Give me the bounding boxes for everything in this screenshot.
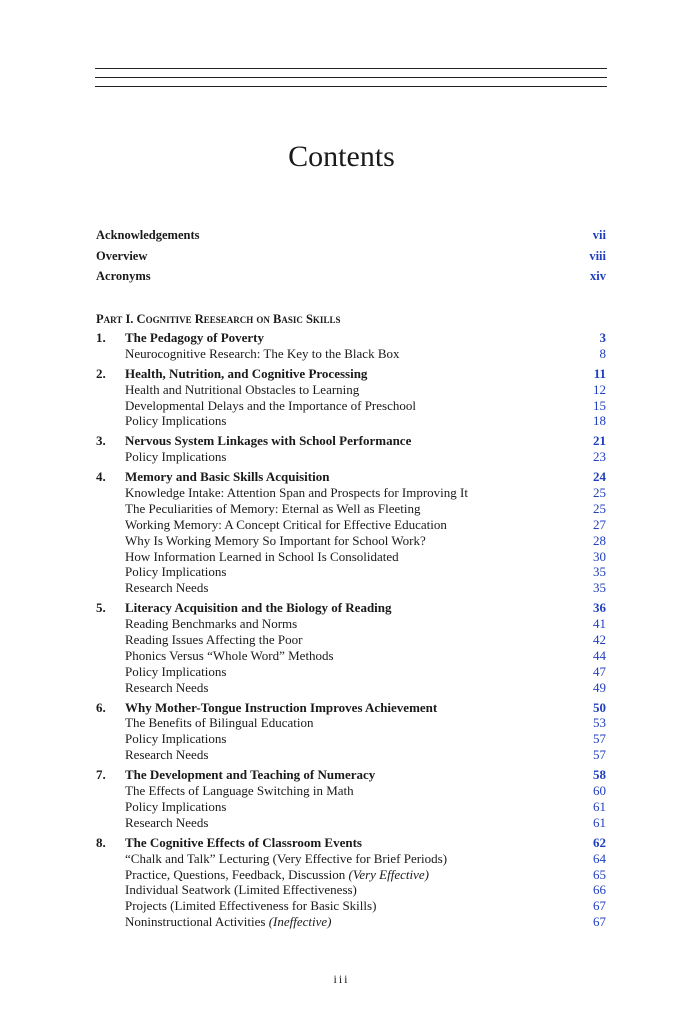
chapter-heading[interactable] bbox=[96, 767, 606, 783]
section-page-link[interactable]: 41 bbox=[593, 616, 606, 632]
section-page-link[interactable]: 49 bbox=[593, 679, 606, 695]
chapter-number: 5. bbox=[96, 600, 106, 616]
chapter-page-link[interactable]: 50 bbox=[593, 699, 606, 715]
front-matter-page-link[interactable]: xiv bbox=[590, 269, 606, 283]
section-page-link[interactable]: 61 bbox=[593, 814, 606, 830]
section-indent bbox=[96, 449, 125, 465]
section-page-link[interactable]: 23 bbox=[593, 449, 606, 465]
section-entry[interactable] bbox=[96, 346, 606, 362]
chapter-block bbox=[96, 433, 606, 465]
section-title bbox=[125, 564, 593, 580]
section-indent bbox=[96, 898, 125, 914]
section-title-text: The Peculiarities of Memory: Eternal as Well as Fleeting bbox=[125, 500, 421, 516]
chapter-number: 1. bbox=[96, 330, 106, 345]
chapter-block bbox=[96, 469, 606, 596]
section-title bbox=[125, 449, 593, 465]
section-indent bbox=[96, 501, 125, 517]
section-title-text: The Effects of Language Switching in Math bbox=[125, 783, 354, 799]
chapter-block bbox=[96, 600, 606, 695]
section-title bbox=[125, 398, 593, 414]
section-title bbox=[125, 664, 593, 680]
section-page-link[interactable]: 27 bbox=[593, 516, 606, 532]
section-page-link[interactable]: 12 bbox=[593, 381, 606, 397]
chapter-title: Why Mother-Tongue Instruction Improves Achievement bbox=[125, 699, 438, 715]
section-title-text: Neurocognitive Research: The Key to the Black Box bbox=[125, 345, 400, 361]
section-entry[interactable] bbox=[96, 898, 606, 914]
section-page-link[interactable]: 47 bbox=[593, 663, 606, 679]
chapter-number: 7. bbox=[96, 767, 106, 783]
chapter-page-link[interactable]: 24 bbox=[593, 469, 606, 485]
section-indent bbox=[96, 815, 125, 831]
section-page-link[interactable]: 60 bbox=[593, 783, 606, 799]
section-entry[interactable] bbox=[96, 413, 606, 429]
section-title bbox=[125, 914, 593, 930]
chapter-number: 2. bbox=[96, 365, 106, 381]
section-entry[interactable] bbox=[96, 517, 606, 533]
chapter-block bbox=[96, 700, 606, 764]
section-page-link[interactable]: 44 bbox=[593, 647, 606, 663]
section-title-text: Policy Implications bbox=[125, 449, 227, 465]
section-indent bbox=[96, 851, 125, 867]
section-page-link[interactable]: 8 bbox=[599, 345, 606, 361]
section-title bbox=[125, 517, 593, 533]
front-matter-label: Acronyms bbox=[96, 269, 151, 283]
section-title bbox=[125, 616, 593, 632]
section-page-link[interactable]: 18 bbox=[593, 413, 606, 429]
section-title bbox=[125, 648, 593, 664]
chapter-page-link[interactable]: 21 bbox=[593, 433, 606, 449]
section-indent bbox=[96, 747, 125, 763]
section-title-text: Policy Implications bbox=[125, 663, 227, 679]
chapter-block bbox=[96, 330, 606, 362]
part-heading bbox=[96, 312, 340, 327]
chapter-heading[interactable] bbox=[96, 600, 606, 616]
section-title bbox=[125, 485, 593, 501]
section-entry[interactable] bbox=[96, 680, 606, 696]
section-title-text: Phonics Versus “Whole Word” Methods bbox=[125, 647, 334, 663]
section-title bbox=[125, 549, 593, 565]
section-title bbox=[125, 815, 593, 831]
section-page-link[interactable]: 35 bbox=[593, 580, 606, 596]
front-matter-item[interactable] bbox=[96, 249, 606, 270]
chapter-number: 4. bbox=[96, 469, 106, 485]
section-indent bbox=[96, 914, 125, 930]
section-indent bbox=[96, 882, 125, 898]
section-indent bbox=[96, 398, 125, 414]
header-rule-2 bbox=[95, 77, 607, 78]
section-entry[interactable] bbox=[96, 449, 606, 465]
section-title-text: Developmental Delays and the Importance of Preschool bbox=[125, 397, 416, 413]
section-title-text: Reading Issues Affecting the Poor bbox=[125, 632, 303, 648]
section-entry[interactable] bbox=[96, 632, 606, 648]
section-title-text: Working Memory: A Concept Critical for Effective Education bbox=[125, 516, 447, 532]
section-title bbox=[125, 799, 593, 815]
chapter-title: Nervous System Linkages with School Performance bbox=[125, 433, 412, 449]
section-page-link[interactable]: 67 bbox=[593, 898, 606, 914]
section-indent bbox=[96, 564, 125, 580]
section-indent bbox=[96, 533, 125, 549]
section-entry[interactable] bbox=[96, 564, 606, 580]
section-indent bbox=[96, 382, 125, 398]
page-title: Contents bbox=[288, 140, 395, 173]
section-page-link[interactable]: 25 bbox=[593, 500, 606, 516]
chapter-list bbox=[96, 330, 606, 934]
chapter-block bbox=[96, 835, 606, 930]
chapter-number: 8. bbox=[96, 834, 106, 850]
section-title-qualifier: (Ineffective) bbox=[268, 914, 332, 930]
chapter-heading[interactable] bbox=[96, 330, 606, 346]
chapter-heading[interactable] bbox=[96, 433, 606, 449]
section-page-link[interactable]: 67 bbox=[593, 914, 606, 930]
section-title bbox=[125, 747, 593, 763]
section-title bbox=[125, 382, 593, 398]
section-title-text: Knowledge Intake: Attention Span and Prospects for Improving It bbox=[125, 485, 468, 501]
section-entry[interactable] bbox=[96, 783, 606, 799]
section-title-text: Research Needs bbox=[125, 814, 209, 830]
chapter-heading[interactable] bbox=[96, 366, 606, 382]
section-title bbox=[125, 867, 593, 883]
section-entry[interactable] bbox=[96, 648, 606, 664]
section-indent bbox=[96, 680, 125, 696]
front-matter-item[interactable] bbox=[96, 269, 606, 290]
section-title bbox=[125, 731, 593, 747]
header-rule-1 bbox=[95, 68, 607, 69]
section-indent bbox=[96, 346, 125, 362]
section-entry[interactable] bbox=[96, 485, 606, 501]
section-title-text: Policy Implications bbox=[125, 731, 227, 747]
page-number: iii bbox=[333, 972, 350, 986]
section-title bbox=[125, 882, 593, 898]
section-page-link[interactable]: 57 bbox=[593, 731, 606, 747]
section-title-text: Individual Seatwork (Limited Effectiveness) bbox=[125, 882, 357, 898]
section-entry[interactable] bbox=[96, 882, 606, 898]
section-indent bbox=[96, 485, 125, 501]
section-entry[interactable] bbox=[96, 731, 606, 747]
chapter-number: 3. bbox=[96, 433, 106, 449]
chapter-block bbox=[96, 767, 606, 831]
section-page-link[interactable]: 65 bbox=[593, 866, 606, 882]
section-entry[interactable] bbox=[96, 398, 606, 414]
section-title bbox=[125, 851, 593, 867]
section-title bbox=[125, 580, 593, 596]
section-title bbox=[125, 413, 593, 429]
section-indent bbox=[96, 616, 125, 632]
section-indent bbox=[96, 715, 125, 731]
section-entry[interactable] bbox=[96, 533, 606, 549]
chapter-title: The Cognitive Effects of Classroom Events bbox=[125, 834, 362, 850]
front-matter-item[interactable] bbox=[96, 228, 606, 249]
section-title-text: Policy Implications bbox=[125, 798, 227, 814]
chapter-page-link[interactable]: 3 bbox=[599, 330, 606, 345]
chapter-page-link[interactable]: 11 bbox=[593, 365, 606, 381]
section-title-text: Noninstructional Activities bbox=[125, 914, 266, 930]
section-page-link[interactable]: 28 bbox=[593, 532, 606, 548]
chapter-page-link[interactable]: 58 bbox=[593, 767, 606, 783]
section-title-text: How Information Learned in School Is Consolidated bbox=[125, 548, 399, 564]
chapter-title: Memory and Basic Skills Acquisition bbox=[125, 469, 330, 485]
section-indent bbox=[96, 517, 125, 533]
section-title-text: Practice, Questions, Feedback, Discussion bbox=[125, 866, 346, 882]
section-indent bbox=[96, 731, 125, 747]
section-title-text: Research Needs bbox=[125, 580, 209, 596]
part-heading-text: Part I. Cognitive Reesearch on Basic Skills bbox=[96, 312, 341, 326]
section-title-text: Policy Implications bbox=[125, 564, 227, 580]
section-entry[interactable] bbox=[96, 815, 606, 831]
header-rule-3 bbox=[95, 86, 607, 87]
section-page-link[interactable]: 15 bbox=[593, 397, 606, 413]
section-page-link[interactable]: 42 bbox=[593, 632, 606, 648]
section-title-qualifier: (Very Effective) bbox=[348, 866, 429, 882]
section-indent bbox=[96, 549, 125, 565]
section-title-text: Reading Benchmarks and Norms bbox=[125, 616, 298, 632]
section-title bbox=[125, 715, 593, 731]
section-title-text: The Benefits of Bilingual Education bbox=[125, 715, 314, 731]
section-entry[interactable] bbox=[96, 616, 606, 632]
section-page-link[interactable]: 57 bbox=[593, 747, 606, 763]
section-entry[interactable] bbox=[96, 549, 606, 565]
section-indent bbox=[96, 783, 125, 799]
section-indent bbox=[96, 632, 125, 648]
section-indent bbox=[96, 799, 125, 815]
section-entry[interactable] bbox=[96, 664, 606, 680]
section-entry[interactable] bbox=[96, 747, 606, 763]
section-entry[interactable] bbox=[96, 580, 606, 596]
front-matter-label: Overview bbox=[96, 248, 148, 263]
section-title-text: Research Needs bbox=[125, 679, 209, 695]
chapter-title: Literacy Acquisition and the Biology of Reading bbox=[125, 600, 392, 616]
section-page-link[interactable]: 53 bbox=[593, 715, 606, 731]
section-title-text: Health and Nutritional Obstacles to Learning bbox=[125, 381, 360, 397]
chapter-heading[interactable] bbox=[96, 700, 606, 716]
chapter-block bbox=[96, 366, 606, 430]
section-entry[interactable] bbox=[96, 501, 606, 517]
front-matter-page-link[interactable]: vii bbox=[592, 228, 606, 242]
section-entry[interactable] bbox=[96, 715, 606, 731]
chapter-title: The Development and Teaching of Numeracy bbox=[125, 767, 376, 783]
section-page-link[interactable]: 64 bbox=[593, 850, 606, 866]
section-title bbox=[125, 533, 593, 549]
section-title bbox=[125, 632, 593, 648]
section-entry[interactable] bbox=[96, 914, 606, 930]
section-page-link[interactable]: 35 bbox=[593, 564, 606, 580]
front-matter-label: Acknowledgements bbox=[96, 228, 200, 242]
front-matter-page-link[interactable]: viii bbox=[589, 248, 606, 263]
chapter-heading[interactable] bbox=[96, 469, 606, 485]
section-entry[interactable] bbox=[96, 867, 606, 883]
section-title bbox=[125, 680, 593, 696]
chapter-title: The Pedagogy of Poverty bbox=[125, 330, 265, 345]
section-entry[interactable] bbox=[96, 382, 606, 398]
section-indent bbox=[96, 867, 125, 883]
section-page-link[interactable]: 61 bbox=[593, 798, 606, 814]
front-matter-list bbox=[96, 228, 606, 290]
section-title-text: Why Is Working Memory So Important for School Work? bbox=[125, 532, 426, 548]
chapter-number: 6. bbox=[96, 699, 106, 715]
section-title bbox=[125, 783, 593, 799]
section-page-link[interactable]: 25 bbox=[593, 485, 606, 501]
chapter-page-link[interactable]: 62 bbox=[593, 834, 606, 850]
chapter-page-link[interactable]: 36 bbox=[593, 600, 606, 616]
section-title bbox=[125, 346, 600, 362]
section-indent bbox=[96, 413, 125, 429]
section-entry[interactable] bbox=[96, 851, 606, 867]
section-entry[interactable] bbox=[96, 799, 606, 815]
section-title bbox=[125, 898, 593, 914]
section-indent bbox=[96, 648, 125, 664]
chapter-title: Health, Nutrition, and Cognitive Processing bbox=[125, 365, 368, 381]
section-page-link[interactable]: 66 bbox=[593, 882, 606, 898]
section-title bbox=[125, 501, 593, 517]
section-indent bbox=[96, 580, 125, 596]
section-title-text: Projects (Limited Effectiveness for Basic Skills) bbox=[125, 898, 377, 914]
section-title-text: Policy Implications bbox=[125, 413, 227, 429]
section-title-text: Research Needs bbox=[125, 747, 209, 763]
chapter-heading[interactable] bbox=[96, 835, 606, 851]
section-title-text: “Chalk and Talk” Lecturing (Very Effective for Brief Periods) bbox=[125, 850, 448, 866]
section-indent bbox=[96, 664, 125, 680]
section-page-link[interactable]: 30 bbox=[593, 548, 606, 564]
